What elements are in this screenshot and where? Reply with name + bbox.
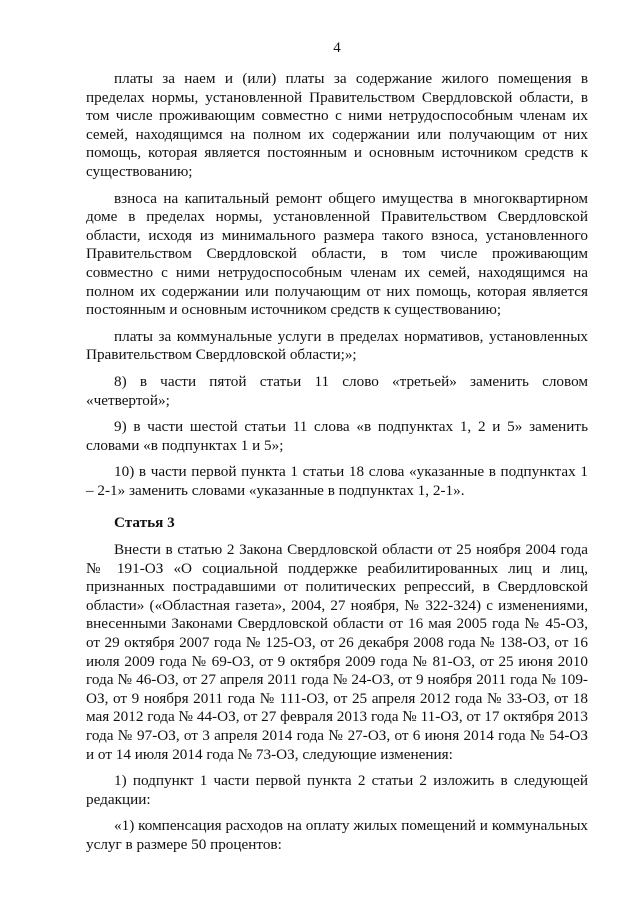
article-heading: Статья 3 [114, 514, 175, 532]
paragraph-item-10: 10) в части первой пункта 1 статьи 18 слова «указанные в подпунктах 1 – 2-1» заменить словами «указанные в подпунктах 1, 2-1». [86, 463, 588, 499]
paragraph-item-9: 9) в части шестой статьи 11 слова «в подпунктах 1, 2 и 5» заменить словами «в подпунктах 1 и 5»; [86, 418, 588, 454]
paragraph-utilities: платы за коммунальные услуги в пределах нормативов, установленных Правительством Свердловской области;»; [86, 327, 588, 364]
paragraph-rent-payment: платы за наем и (или) платы за содержание жилого помещения в пределах нормы, установленной Правительством Свердловской области, в том числе проживающим совместно с ними нетрудоспособным членам их семей, находящимся на полном их содержании или получающим от них помощь, которая является постоянным и основным источником средств к существованию; [86, 70, 588, 180]
page-number: 4 [333, 40, 341, 56]
document-page [86, 38, 588, 855]
paragraph-capital-repair: взноса на капитальный ремонт общего имущества в многоквартирном доме в пределах нормы, установленной Правительством Свердловской области, исходя из минимального размера такого взноса, установленного Правительством Свердловской области, в том числе проживающим совместно с ними нетрудоспособным членам их семей, находящимся на полном их содержании или получающим от них помощь, которая является постоянным и основным источником средств к существованию; [86, 189, 588, 319]
paragraph-amend-law: Внести в статью 2 Закона Свердловской области от 25 ноября 2004 года № 191-ОЗ «О социальной поддержке реабилитированных лиц и лиц, признанных пострадавшими от политических репрессий, в Свердловской области» («Областная газета», 2004, 27 ноября, № 322-324) с изменениями, внесенными Законами Свердловской области от 16 мая 2005 года № 45-ОЗ, от 29 октября 2007 года № 125-ОЗ, от 26 декабря 2008 года № 138-ОЗ, от 16 июля 2009 года № 69-ОЗ, от 9 октября 2009 года № 81-ОЗ, от 25 июня 2010 года № 46-ОЗ, от 27 апреля 2011 года № 24-ОЗ, от 9 ноября 2011 года № 109-ОЗ, от 9 ноября 2011 года № 111-ОЗ, от 25 апреля 2012 года № 33-ОЗ, от 18 мая 2012 года № 44-ОЗ, от 27 февраля 2013 года № 11-ОЗ, от 17 октября 2013 года № 97-ОЗ, от 3 апреля 2014 года № 27-ОЗ, от 6 июня 2014 года № 54-ОЗ и от 14 июля 2014 года № 73-ОЗ, следующие изменения: [86, 541, 588, 763]
paragraph-subitem-1: 1) подпункт 1 части первой пункта 2 статьи 2 изложить в следующей редакции: [86, 772, 588, 808]
paragraph-item-8: 8) в части пятой статьи 11 слово «третьей» заменить словом «четвертой»; [86, 372, 588, 409]
paragraph-compensation: «1) компенсация расходов на оплату жилых помещений и коммунальных услуг в размере 50 процентов: [86, 817, 588, 853]
